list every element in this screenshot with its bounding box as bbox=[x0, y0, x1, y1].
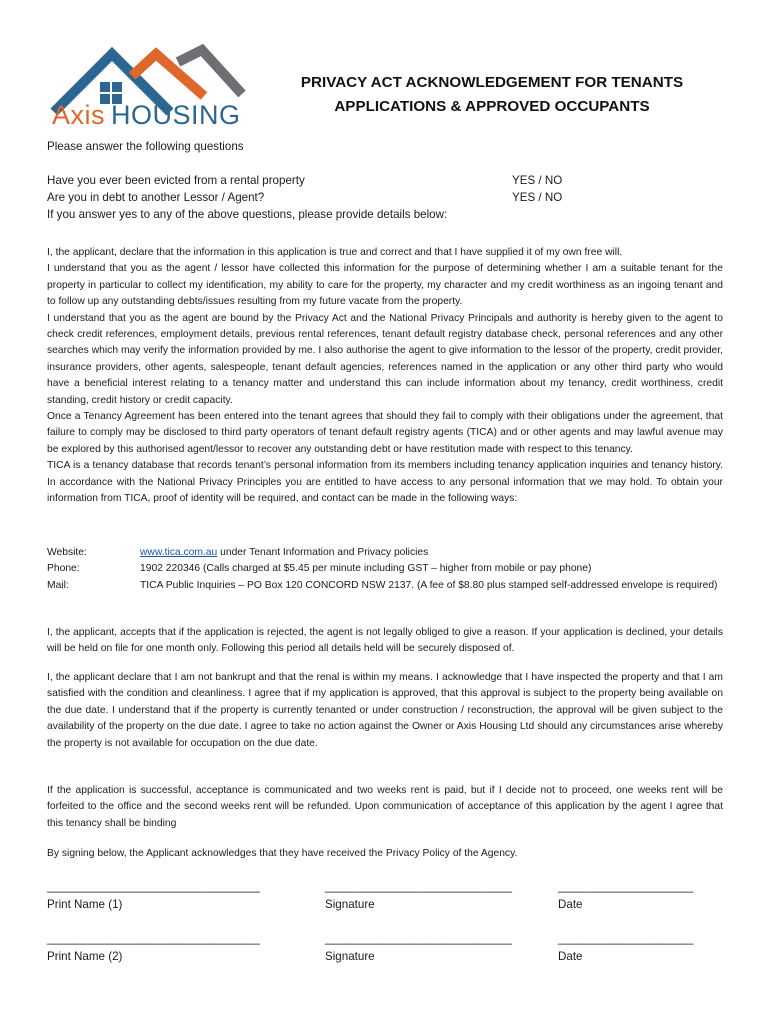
title-line-2: APPLICATIONS & APPROVED OCCUPANTS bbox=[334, 98, 650, 115]
declaration-p2: I understand that you as the agent / lessor have collected this information for the purpose of determining whether I am a suitable tenant for the property in particular to collect my identification, my ability to care for the property, my character and my credit worthiness as an ingoing tenant and to follow up any outstanding debts/issues resulting from my future vacate from the property. bbox=[47, 263, 723, 308]
signing-paragraph: By signing below, the Applicant acknowledges that they have received the Privacy Policy of the Agency. bbox=[47, 848, 518, 859]
phone-value: 1902 220346 (Calls charged at $5.45 per minute including GST – higher from mobile or pay phone) bbox=[140, 563, 592, 574]
logo-wordmark bbox=[52, 100, 241, 131]
title-line-1: PRIVACY ACT ACKNOWLEDGEMENT FOR TENANTS bbox=[300, 74, 684, 91]
question-details: If you answer yes to any of the above questions, please provide details below: bbox=[47, 208, 448, 221]
question-evicted-answer[interactable]: YES / NO bbox=[512, 174, 563, 187]
rejection-paragraph: I, the applicant, accepts that if the application is rejected, the agent is not legally obliged to give a reason. If your application is declined, your details will be held on file for one month only. Following this period all details held will be securely disposed of. bbox=[47, 627, 723, 655]
website-description: under Tenant Information and Privacy policies bbox=[217, 547, 429, 558]
signature-2-line[interactable]: _____________________________ bbox=[325, 932, 512, 945]
contact-phone-row bbox=[47, 561, 727, 577]
date-1-line[interactable]: _____________________ bbox=[558, 880, 694, 893]
phone-label: Phone: bbox=[47, 563, 80, 574]
print-name-1-label: Print Name (1) bbox=[47, 898, 123, 911]
questions-intro: Please answer the following questions bbox=[47, 140, 244, 153]
date-2-line[interactable]: _____________________ bbox=[558, 932, 694, 945]
signature-1-label: Signature bbox=[325, 898, 375, 911]
website-label: Website: bbox=[47, 547, 87, 558]
declaration-block bbox=[47, 245, 723, 508]
logo-word-axis: Axis bbox=[52, 100, 106, 130]
declaration-p1: I, the applicant, declare that the information in this application is true and correct and that I have supplied it of my own free will. bbox=[47, 247, 623, 258]
question-evicted: Have you ever been evicted from a rental property bbox=[47, 174, 305, 187]
tica-website-link[interactable]: www.tica.com.au bbox=[140, 547, 218, 558]
declaration-p3: I understand that you as the agent are bound by the Privacy Act and the National Privacy Principals and authority is hereby given to the agent to check credit references, employment details, previous rental references, tenant default registry database check, personal references and any other searches which may verify the information provided by me. I also authorise the agent to give information to the lessor of the property, credit provider, insurance providers, other agents, salespeople, tenant default agencies, references named in the application or any other third party who would have a beneficial interest relating to a tenancy matter and understand this can include information about my tenancy, credit worthiness, credit standing, credit history or credit capacity. bbox=[47, 312, 723, 406]
question-debt-answer[interactable]: YES / NO bbox=[512, 191, 563, 204]
date-2-label: Date bbox=[558, 950, 583, 963]
mail-value: TICA Public Inquiries – PO Box 120 CONCORD NSW 2137. (A fee of $8.80 plus stamped self-addressed envelope is required) bbox=[140, 580, 718, 591]
contact-website-row bbox=[47, 545, 727, 561]
successful-paragraph: If the application is successful, acceptance is communicated and two weeks rent is paid, but if I decide not to proceed, one weeks rent will be forfeited to the office and the second weeks rent will be refunded. Upon communication of acceptance of this application by the agent I agree that this tenancy shall be binding bbox=[47, 785, 723, 829]
declaration-p5: TICA is a tenancy database that records tenant’s personal information from its members including tenancy application inquiries and tenancy history. In accordance with the National Privacy Principles you are entitled to have access to any personal information that we may hold. To obtain your information from TICA, proof of identity will be required, and contact can be made in the following ways: bbox=[47, 460, 723, 505]
bankrupt-paragraph: I, the applicant declare that I am not bankrupt and that the renal is within my means. I acknowledge that I have inspected the property and that I am satisfied with the condition and cleanliness. I agree that if my application is approved, that this approval is subject to the property being available on the due date. I understand that if the property is currently tenanted or under construction / reconstruction, the approval will be given subject to the availability of the property on the due date. I agree to take no action against the Owner or Axis Housing Ltd should any circumstances arise whereby the property is not available for occupation on the due date. bbox=[47, 672, 723, 749]
print-name-2-line[interactable]: _________________________________ bbox=[47, 932, 260, 945]
print-name-2-label: Print Name (2) bbox=[47, 950, 123, 963]
signature-1-line[interactable]: _____________________________ bbox=[325, 880, 512, 893]
print-name-1-line[interactable]: _________________________________ bbox=[47, 880, 260, 893]
mail-label: Mail: bbox=[47, 580, 69, 591]
logo-word-housing: HOUSING bbox=[111, 100, 241, 130]
question-debt: Are you in debt to another Lessor / Agent? bbox=[47, 191, 265, 204]
declaration-p4: Once a Tenancy Agreement has been entered into the tenant agrees that should they fail to comply with their obligations under the agreement, that failure to comply may be disclosed to third party operators of tenant default registry agents (TICA) and or other agents and may lawful avenue may be explored by this authorised agent/lessor to recover any outstanding debt or have restitution made with respect to this tenancy. bbox=[47, 411, 723, 455]
date-1-label: Date bbox=[558, 898, 583, 911]
document-title bbox=[262, 71, 722, 119]
signature-2-label: Signature bbox=[325, 950, 375, 963]
contact-mail-row bbox=[47, 578, 727, 594]
